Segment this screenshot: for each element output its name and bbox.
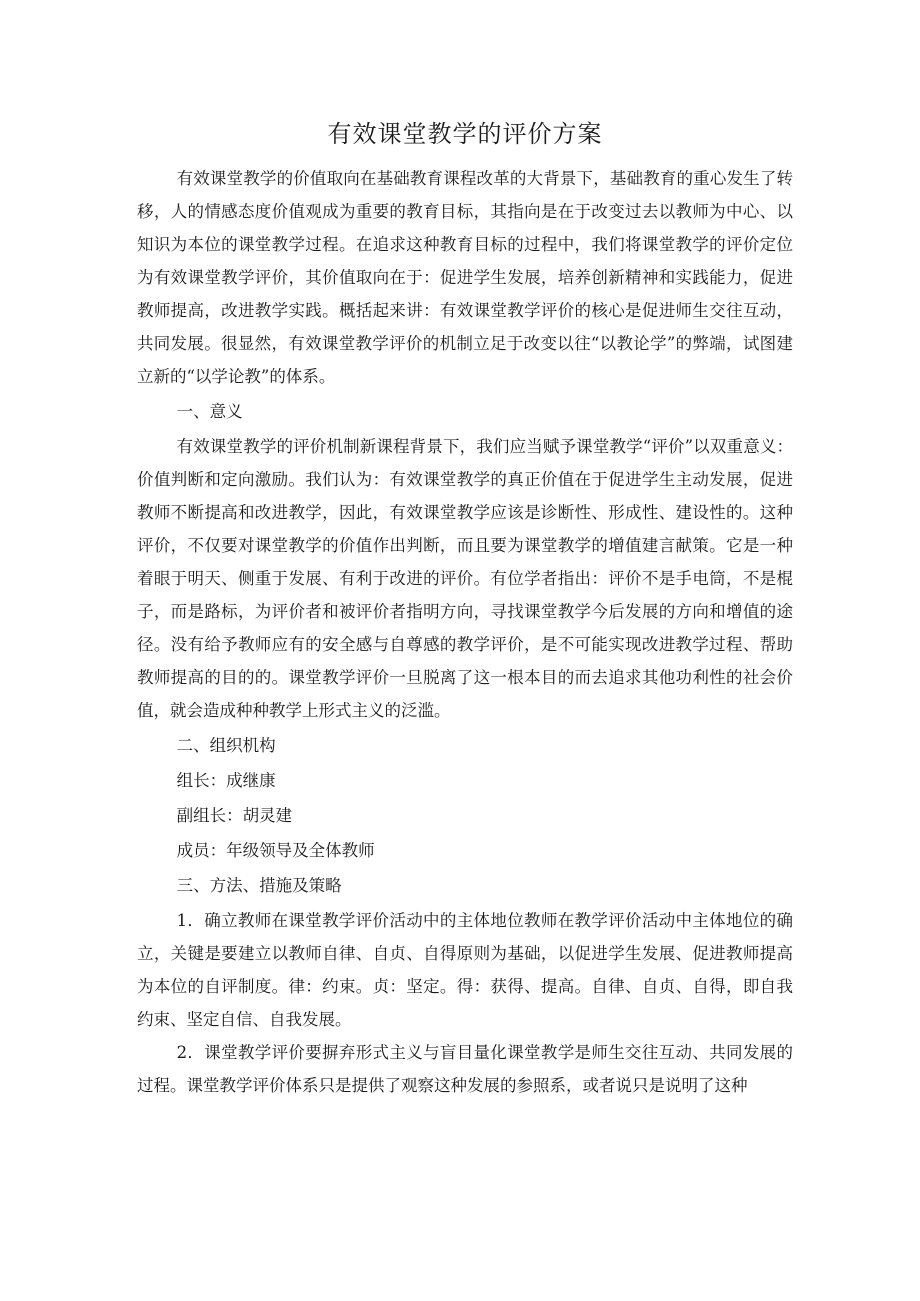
section-heading-methods: 三、方法、措施及策略 (176, 876, 342, 895)
section-heading-organization: 二、组织机构 (176, 736, 276, 755)
document-title: 有效课堂教学的评价方案 (327, 120, 603, 148)
intro-paragraph: 有效课堂教学的价值取向在基础教育课程改革的大背景下，基础教育的重心发生了转移，人的情感态度价值观成为重要的教育目标，其指向是在于改变过去以教师为中心、以知识为本位的课堂教学过程。在追求这种教育目标的过程中，我们将课堂教学的评价定位为有效课堂教学评价，其价值取向在于：促进学生发展，培养创新精神和实践能力，促进教师提高，改进教学实践。概括起来讲：有效课堂教学评价的核心是促进师生交往互动，共同发展。很显然，有效课堂教学评价的机制立足于改变以往“以教论学”的弊端，试图建立新的“以学论教”的体系。 (137, 169, 793, 386)
method-item-2: 2．课堂教学评价要摒弃形式主义与盲目量化课堂教学是师生交往互动、共同发展的过程。课堂教学评价体系只是提供了观察这种发展的参照系，或者说只是说明了这种 (137, 1043, 793, 1095)
significance-paragraph: 有效课堂教学的评价机制新课程背景下，我们应当赋予课堂教学“评价”以双重意义：价值判断和定向激励。我们认为：有效课堂教学的真正价值在于促进学生主动发展，促进教师不断提高和改进教学，因此，有效课堂教学应该是诊断性、形成性、建设性的。这种评价，不仅要对课堂教学的价值作出判断，而且要为课堂教学的增值建言献策。它是一种着眼于明天、侧重于发展、有利于改进的评价。有位学者指出：评价不是手电筒，不是棍子，而是路标，为评价者和被评价者指明方向，寻找课堂教学今后发展的方向和增值的途径。没有给予教师应有的安全感与自尊感的教学评价，是不可能实现改进教学过程、帮助教师提高的目的的。课堂教学评价一旦脱离了这一根本目的而去追求其他功利性的社会价值，就会造成种种教学上形式主义的泛滥。 (137, 437, 793, 720)
members-line: 成员：年级领导及全体教师 (176, 841, 375, 860)
document-page (137, 112, 793, 1102)
vice-leader-line: 副组长：胡灵建 (176, 806, 293, 825)
leader-line: 组长：成继康 (176, 771, 276, 790)
method-item-1: 1．确立教师在课堂教学评价活动中的主体地位教师在教学评价活动中主体地位的确立，关键是要建立以教师自律、自贞、自得原则为基础，以促进学生发展、促进教师提高为本位的自评制度。律：约束。贞：坚定。得：获得、提高。自律、自贞、自得，即自我约束、坚定自信、自我发展。 (137, 911, 793, 1029)
section-heading-significance: 一、意义 (176, 402, 243, 421)
